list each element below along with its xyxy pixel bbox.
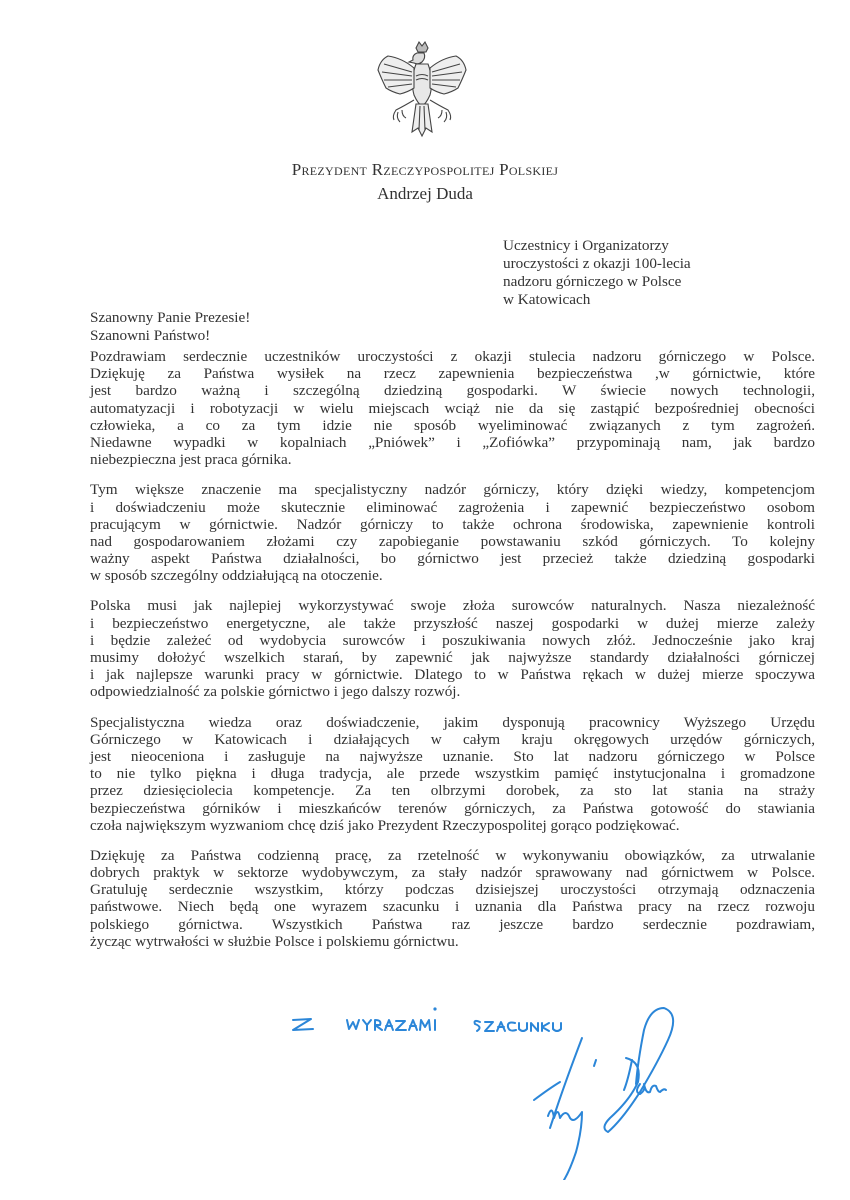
text-line: ważny aspekt Państwa działalności, bo górnictwo jest przecież także dziedziną gospodarki — [90, 550, 815, 568]
text-line: Specjalistyczna wiedza oraz doświadczenie, jakim dysponują pracownicy Wyższego Urzędu — [90, 713, 815, 731]
text-line: niebezpieczna jest praca górnika. — [90, 451, 292, 469]
sender-title: Prezydent Rzeczypospolitej Polskiej — [291, 160, 559, 179]
salutation — [90, 309, 250, 344]
text-line: Tym większe znaczenie ma specjalistyczny nadzór górniczy, który dzięki wiedzy, kompetencjom — [90, 481, 815, 499]
text-line: i będzie zależeć od wydobycia surowców i poszukiwania nowych złóż. Jednocześnie jako kraj — [90, 631, 815, 649]
recipient-line: nadzoru górniczego w Polsce — [503, 273, 682, 290]
salutation-line-1: Szanowny Panie Prezesie! — [90, 309, 251, 326]
text-line: to nie tylko piękna i długa tradycja, ale przede wszystkim pamięć instytucjonalna i gromadzone — [90, 765, 815, 783]
salutation-line-2: Szanowni Państwo! — [90, 326, 211, 344]
paragraph-5 — [90, 847, 815, 950]
recipient-address — [503, 237, 691, 309]
text-line: jest bardzo ważną i szczególną dziedziną gospodarki. W świecie nowych technologii, — [90, 382, 815, 400]
text-line: Polska musi jak najlepiej wykorzystywać swoje złoża surowców naturalnych. Nasza niezależność — [90, 597, 815, 615]
text-line: Gratuluję serdecznie wszystkim, którzy podczas dzisiejszej uroczystości otrzymają odznaczenia — [90, 881, 815, 899]
text-line: polskiego górnictwa. Wszystkich Państwa raz jeszcze bardzo serdecznie pozdrawiam, — [90, 915, 815, 933]
text-line: musimy dołożyć wszelkich starań, by zapewnić jak najwyższe standardy działalności górniczej — [90, 649, 815, 666]
text-line: pracującym w górnictwie. Nadzór górniczy to także ochrona środowiska, zapewnienie kontroli — [90, 515, 815, 533]
paragraph-4 — [90, 714, 815, 834]
text-line: bezpieczeństwa górników i mieszkańców terenów górniczych, za Państwa gotowość do stawiania — [90, 799, 815, 817]
text-line: w sposób szczególny oddziałującą na otoczenie. — [90, 567, 383, 585]
text-line: automatyzacji i robotyzacji w wielu miejscach wciąż nie da się zastąpić bezpośredniej obecności — [90, 399, 815, 417]
sender-name: Andrzej Duda — [377, 184, 473, 203]
text-line: dobrych praktyk w sektorze wydobywczym, za stały nadzór sprawowany nad górnictwem w Polsce. — [90, 864, 815, 882]
recipient-line: Uczestnicy i Organizatorzy — [503, 237, 669, 254]
text-line: Dziękuję za Państwa codzienną pracę, za rzetelność w wykonywaniu obowiązków, za utrwalanie — [90, 846, 815, 864]
text-line: życząc wytrwałości w służbie Polsce i polskiemu górnictwu. — [90, 932, 459, 950]
text-line: i jak najlepsze warunki pracy w górnictwie. Dlatego to w Państwa rękach w dużej mierze spoczywa — [90, 666, 815, 684]
text-line: nad gospodarowaniem złożami czy zapobieganie powstawaniu szkód górniczych. To kolejny — [90, 532, 815, 550]
recipient-line: uroczystości z okazji 100-lecia — [503, 255, 691, 272]
text-line: człowieka, a co za tym idzie nie sposób wyeliminować związanych z tym zagrożeń. — [90, 416, 815, 434]
paragraph-1 — [90, 348, 815, 468]
text-line: Górniczego w Katowicach i działających w całym kraju okręgowych urzędów górniczych, — [90, 730, 815, 748]
text-line: Pozdrawiam serdecznie uczestników uroczystości z okazji stulecia nadzoru górniczego w Polsce. — [90, 348, 815, 365]
handwritten-signature-icon — [530, 1000, 710, 1180]
text-line: czoła największym wyzwaniom chcę dziś jako Prezydent Rzeczypospolitej gorąco podziękować. — [90, 816, 680, 834]
text-line: i doświadczeniu może skutecznie eliminować zagrożenia i zapewnić bezpieczeństwo osobom — [90, 498, 815, 516]
text-line: Dziękuję za Państwa wysiłek na rzecz zapewnienia bezpieczeństwa ,w górnictwie, które — [90, 365, 815, 383]
text-line: i bezpieczeństwo energetyczne, ale także przyszłość naszej gospodarki w dużej mierze zależy — [90, 614, 815, 632]
paragraph-2 — [90, 481, 815, 584]
text-line: jest nieoceniona i zasługuje na najwyższe uznanie. Sto lat nadzoru górniczego w Polsce — [90, 747, 815, 765]
text-line: państwowe. Niech będą one wyrazem szacunku i uznania dla Państwa pracy na rzecz rozwoju — [90, 898, 815, 916]
text-line: Niedawne wypadki w kopalniach „Pniówek” i „Zofiówka” przypominają nam, jak bardzo — [90, 433, 815, 451]
polish-eagle-emblem-icon — [372, 40, 472, 142]
text-line: odpowiedzialność za polskie górnictwo i jego dalszy rozwój. — [90, 683, 461, 701]
text-line: przez dziesięciolecia kompetencje. Za ten olbrzymi dorobek, za sto lat stania na straży — [90, 782, 815, 800]
letter-body — [90, 348, 815, 963]
recipient-line: w Katowicach — [503, 291, 591, 308]
paragraph-3 — [90, 597, 815, 700]
